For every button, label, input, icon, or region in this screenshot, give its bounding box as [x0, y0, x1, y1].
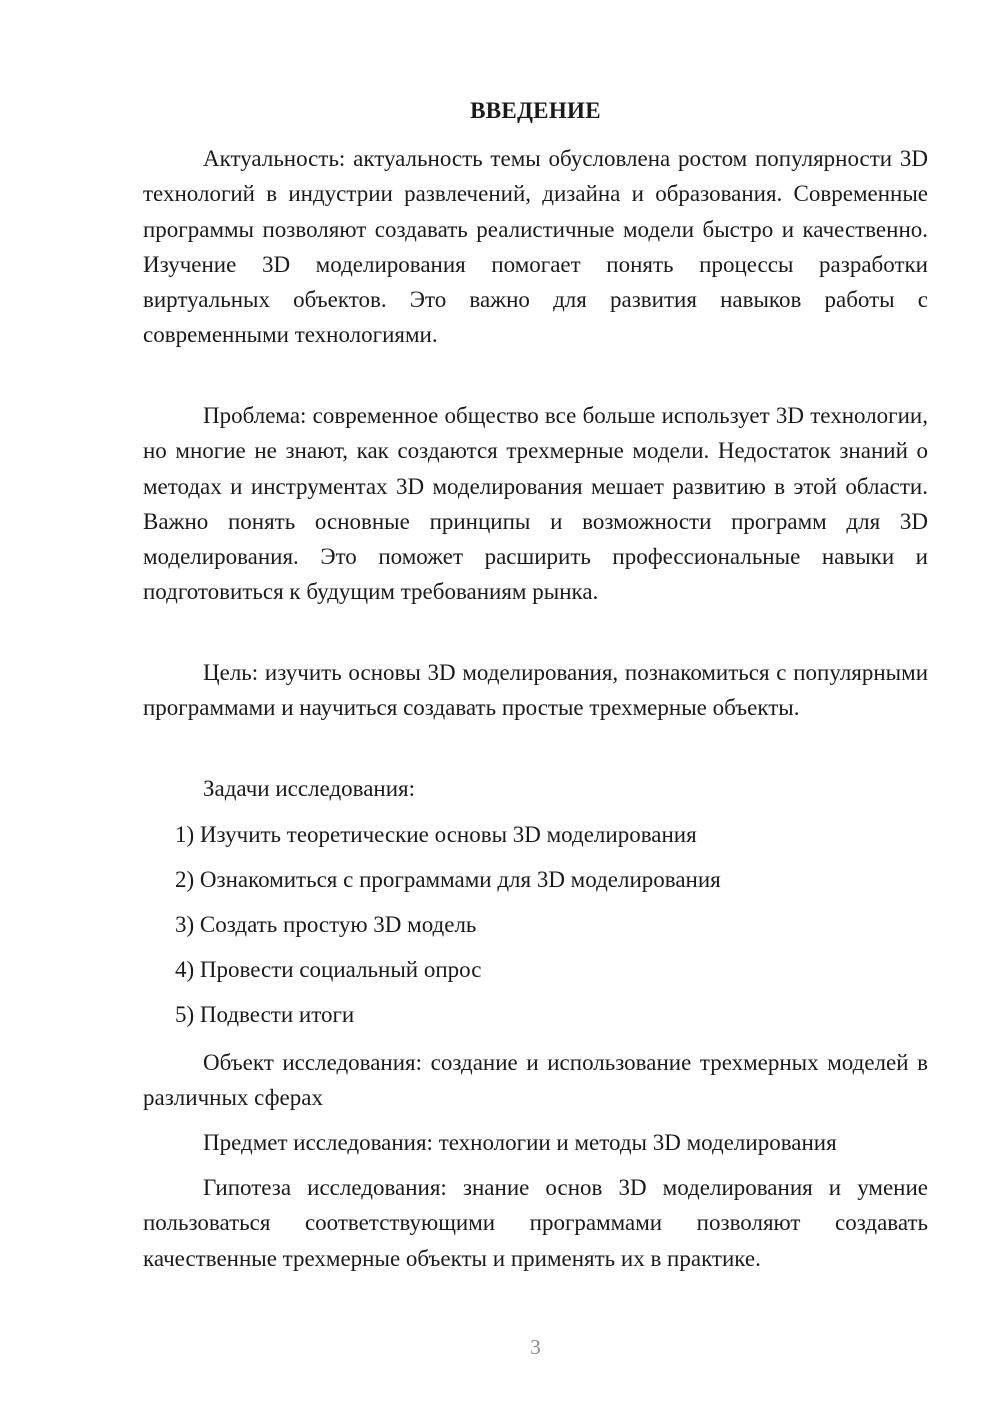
task-list-item: 3) Создать простую 3D модель	[175, 912, 477, 937]
object-paragraph: Объект исследования: создание и использование трехмерных моделей в различных сферах	[143, 1050, 928, 1111]
page-number: 3	[530, 1335, 541, 1359]
task-list-item: 2) Ознакомиться с программами для 3D моделирования	[175, 867, 721, 892]
relevance-paragraph: Актуальность: актуальность темы обусловлена ростом популярности 3D технологий в индустрии развлечений, дизайна и образования. Современные программы позволяют создавать реалистичные модели быстро и качественно. Изучение 3D моделирования помогает понять процессы разработки виртуальных объектов. Это важно для развития навыков работы с современными технологиями.	[143, 146, 928, 348]
task-list-item: 5) Подвести итоги	[175, 1002, 355, 1027]
task-list-item: 4) Провести социальный опрос	[175, 957, 482, 982]
tasks-heading: Задачи исследования:	[203, 776, 416, 801]
goal-paragraph: Цель: изучить основы 3D моделирования, познакомиться с популярными программами и научиться создавать простые трехмерные объекты.	[143, 660, 928, 721]
task-list-item: 1) Изучить теоретические основы 3D моделирования	[175, 822, 697, 847]
problem-paragraph: Проблема: современное общество все больше использует 3D технологии, но многие не знают, как создаются трехмерные модели. Недостаток знаний о методах и инструментах 3D моделирования мешает развитию в этой области. Важно понять основные принципы и возможности программ для 3D моделирования. Это поможет расширить профессиональные навыки и подготовиться к будущим требованиям рынка.	[143, 403, 928, 605]
hypothesis-paragraph: Гипотеза исследования: знание основ 3D моделирования и умение пользоваться соответствующими программами позволяют создавать качественные трехмерные объекты и применять их в практике.	[143, 1175, 928, 1271]
subject-paragraph: Предмет исследования: технологии и методы 3D моделирования	[203, 1130, 837, 1155]
section-title: ВВЕДЕНИЕ	[470, 98, 601, 123]
